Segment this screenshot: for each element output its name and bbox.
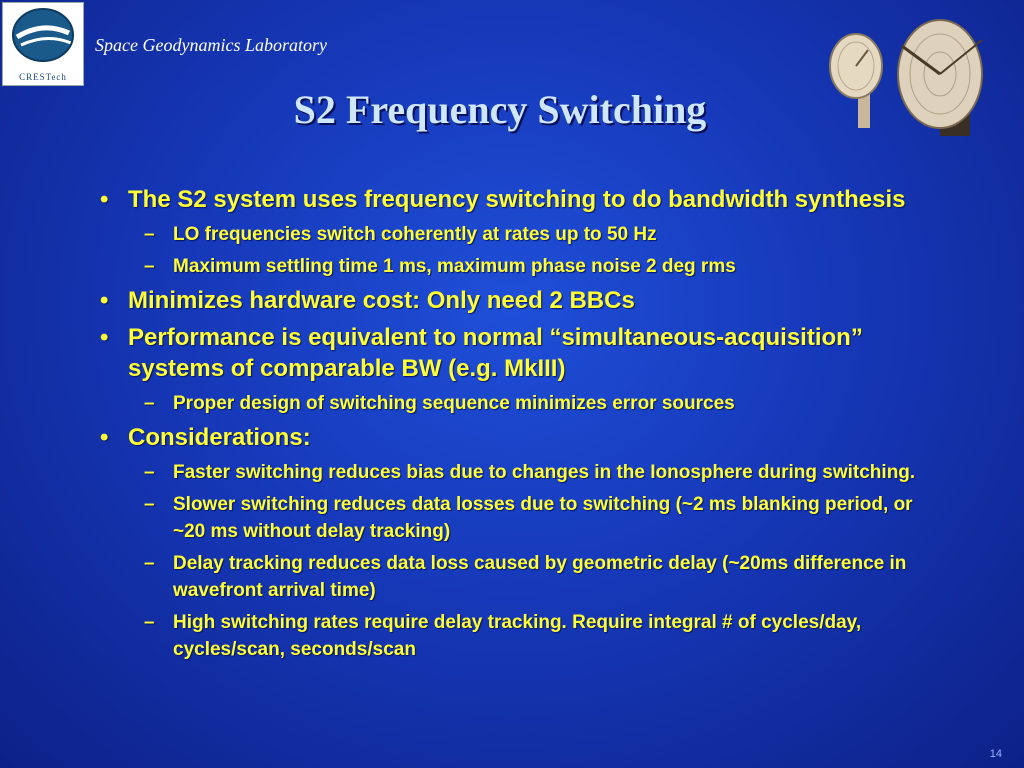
sub-bullet-item (96, 390, 916, 417)
bullet-marker: • (100, 186, 109, 213)
bullet-list (96, 184, 916, 668)
bullet-text: Performance is equivalent to normal “simultaneous-acquisition” systems of comparable BW (e.g. MkIII) (128, 324, 863, 382)
crestech-emblem-icon (3, 3, 83, 69)
dash-marker: – (144, 612, 155, 633)
dash-marker: – (144, 553, 155, 574)
bullet-item (96, 285, 916, 316)
sub-bullet-item (96, 609, 916, 663)
sub-bullet-item (96, 491, 916, 545)
sub-bullet-item (96, 550, 916, 604)
bullet-text: Considerations: (128, 424, 311, 451)
sub-bullet-item (96, 221, 916, 248)
dash-marker: – (144, 494, 155, 515)
dash-marker: – (144, 256, 155, 277)
bullet-text: Minimizes hardware cost: Only need 2 BBCs (128, 287, 635, 314)
bullet-marker: • (100, 324, 109, 351)
bullet-marker: • (100, 424, 109, 451)
sub-bullet-item (96, 253, 916, 280)
bullet-marker: • (100, 287, 109, 314)
sub-bullet-text: Faster switching reduces bias due to changes in the Ionosphere during switching. (173, 462, 916, 483)
dash-marker: – (144, 393, 155, 414)
dash-marker: – (144, 224, 155, 245)
sub-bullet-item (96, 459, 916, 486)
lab-name: Space Geodynamics Laboratory (95, 35, 327, 55)
logo-text: CRESTech (19, 72, 67, 82)
sub-bullet-text: Delay tracking reduces data loss caused by geometric delay (~20ms difference in wavefront arrival time) (173, 553, 907, 601)
bullet-item (96, 422, 916, 453)
bullet-item (96, 322, 916, 384)
crestech-logo (2, 2, 84, 86)
sub-bullet-text: LO frequencies switch coherently at rates up to 50 Hz (173, 224, 657, 245)
page-number: 14 (989, 748, 1002, 760)
slide-title: S2 Frequency Switching (293, 87, 707, 132)
bullet-text: The S2 system uses frequency switching to do bandwidth synthesis (128, 186, 906, 213)
sub-bullet-text: Proper design of switching sequence minimizes error sources (173, 393, 735, 414)
dash-marker: – (144, 462, 155, 483)
sub-bullet-text: Slower switching reduces data losses due to switching (~2 ms blanking period, or ~20 ms without delay tracking) (173, 494, 913, 542)
sub-bullet-text: High switching rates require delay tracking. Require integral # of cycles/day, cycles/scan, seconds/scan (173, 612, 862, 660)
bullet-item (96, 184, 916, 215)
sub-bullet-text: Maximum settling time 1 ms, maximum phase noise 2 deg rms (173, 256, 736, 277)
